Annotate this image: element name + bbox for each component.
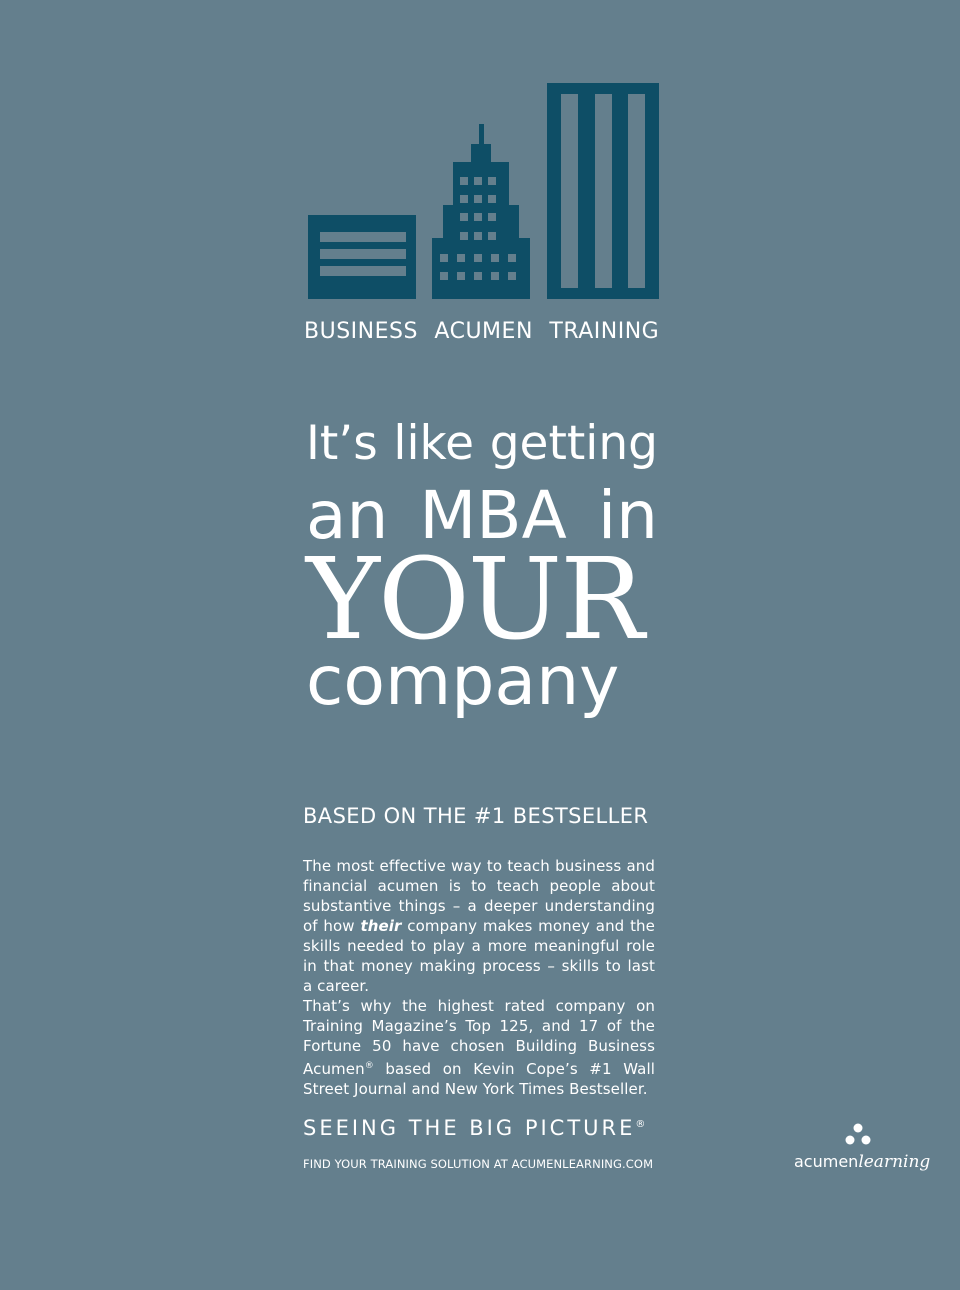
para1-emphasis: their xyxy=(360,917,402,935)
brand-name-part-1: acumen xyxy=(794,1152,859,1171)
para2-text-b: based on Kevin Cope’s #1 Wall Street Journal and New York Times Bestseller. xyxy=(303,1060,655,1098)
tagline-text: SEEING THE BIG PICTURE xyxy=(303,1116,636,1140)
cta-text: FIND YOUR TRAINING SOLUTION AT ACUMENLEARNING.COM xyxy=(303,1157,654,1171)
based-on-heading: BASED ON THE #1 BESTSELLER xyxy=(303,804,649,828)
program-subtitle: BUSINESS ACUMEN TRAINING xyxy=(304,319,660,344)
brand-wordmark xyxy=(794,1152,930,1172)
para1-text-b: company makes money and the skills needed to play a more meaningful role in that money making process – skills to last a career. xyxy=(303,917,655,995)
tagline-registered-mark: ® xyxy=(635,1119,646,1130)
low-building-icon xyxy=(308,215,416,299)
headline-line-2: an MBA in xyxy=(306,477,658,554)
tower-building-icon xyxy=(432,124,530,299)
headline-line-1: It’s like getting xyxy=(306,416,658,471)
headline-line-3: YOUR xyxy=(306,535,643,665)
tall-building-icon xyxy=(547,83,659,299)
headline-line-4: company xyxy=(306,642,620,721)
para2-text-a: That’s why the highest rated company on Training Magazine’s Top 125, and 17 of the Fortune 50 have chosen Building Business Acumen xyxy=(303,997,655,1078)
tagline xyxy=(303,1116,645,1140)
buildings-logo-icon xyxy=(306,82,660,300)
body-paragraph-1 xyxy=(303,856,655,996)
body-paragraph-2 xyxy=(303,996,655,1099)
registered-mark: ® xyxy=(364,1061,374,1071)
brand-name-part-2: learning xyxy=(858,1152,931,1172)
para1-text-a: The most effective way to teach business and financial acumen is to teach people about substantive things – a deeper understanding of how xyxy=(303,857,655,935)
acumen-logo-icon xyxy=(844,1123,872,1147)
